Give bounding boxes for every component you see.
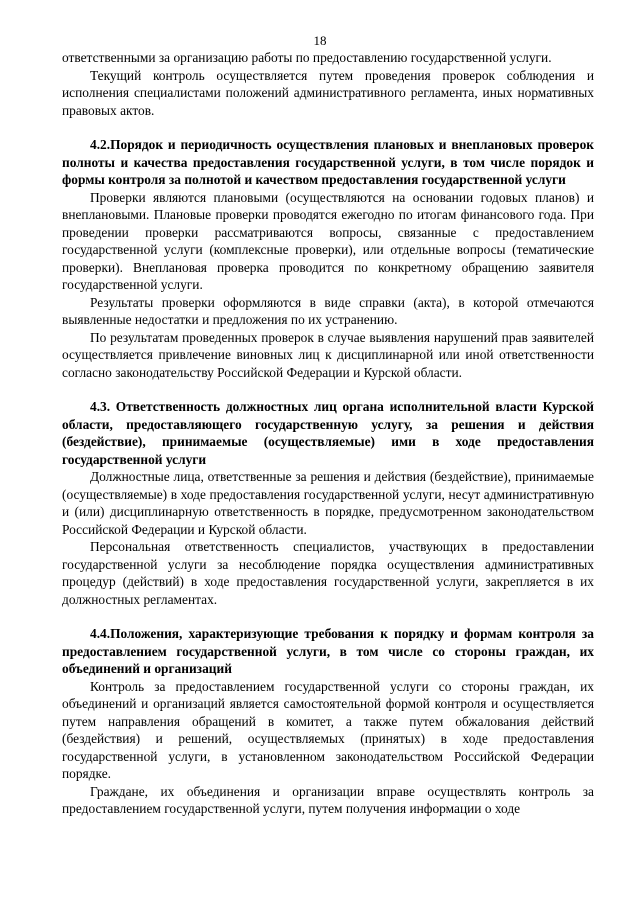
paragraph-personal-responsibility: Персональная ответственность специалистов, участвующих в предоставлении государственной услуги за несоблюдение порядка осуществления административных процедур (действий) в ходе предоставления государственной услуги, закрепляется в их должностных регламентах. — [62, 539, 594, 607]
paragraph-inspections: Проверки являются плановыми (осуществляются на основании годовых планов) и внеплановыми. Плановые проверки проводятся ежегодно по итогам финансового года. При проведении проверки рассматриваются вопросы, связанные с предоставлением государственной услуги (комплексные проверки), или отдельные вопросы (тематические проверки). Внеплановая проверка проводится по конкретному обращению заявителя государственной услуги. — [62, 189, 594, 292]
page-number: 18 — [313, 33, 327, 48]
paragraph-violations: По результатам проведенных проверок в случае выявления нарушений прав заявителей осуществляется привлечение виновных лиц к дисциплинарной или иной ответственности согласно законодательству Российской Федерации и Курской области. — [62, 329, 594, 380]
paragraph-citizens-rights: Граждане, их объединения и организации вправе осуществлять контроль за предоставлением государственной услуги, путем получения информации о ходе — [62, 783, 594, 816]
section-heading-4-2: 4.2.Порядок и периодичность осуществления плановых и внеплановых проверок полноты и качества предоставления государственной услуги, в том числе порядок и формы контроля за полнотой и качеством предоставления государственной услуги — [62, 137, 594, 187]
section-heading-4-4: 4.4.Положения, характеризующие требования к порядку и формам контроля за предоставлением государственной услуги, в том числе со стороны граждан, их объединений и организаций — [62, 626, 594, 676]
paragraph-officials-responsibility: Должностные лица, ответственные за решения и действия (бездействие), принимаемые (осуществляемые) в ходе предоставления государственной услуги, несут административную и (или) дисциплинарную ответственность в порядке, предусмотренном законодательством Российской Федерации и Курской области. — [62, 469, 594, 537]
paragraph-continuation: ответственными за организацию работы по предоставлению государственной услуги. — [62, 50, 552, 65]
paragraph-current-control: Текущий контроль осуществляется путем проведения проверок соблюдения и исполнения специалистами положений административного регламента, иных нормативных правовых актов. — [62, 67, 594, 118]
paragraph-results: Результаты проверки оформляются в виде справки (акта), в которой отмечаются выявленные недостатки и предложения по их устранению. — [62, 294, 594, 327]
page-content — [62, 49, 594, 818]
section-heading-4-3: 4.3. Ответственность должностных лиц органа исполнительной власти Курской области, предоставляющего государственную услугу, за решения и действия (бездействие), принимаемые (осуществляемые) ими в ходе предоставления государственной услуги — [62, 399, 594, 467]
paragraph-public-control: Контроль за предоставлением государственной услуги со стороны граждан, их объединений и организаций является самостоятельной формой контроля и осуществляется путем направления обращений в комитет, а также путем обжалования действий (бездействия) и решений, осуществляемых (принятых) в ходе предоставления государственной услуги, в установленном законодательством Российской Федерации порядке. — [62, 678, 594, 781]
